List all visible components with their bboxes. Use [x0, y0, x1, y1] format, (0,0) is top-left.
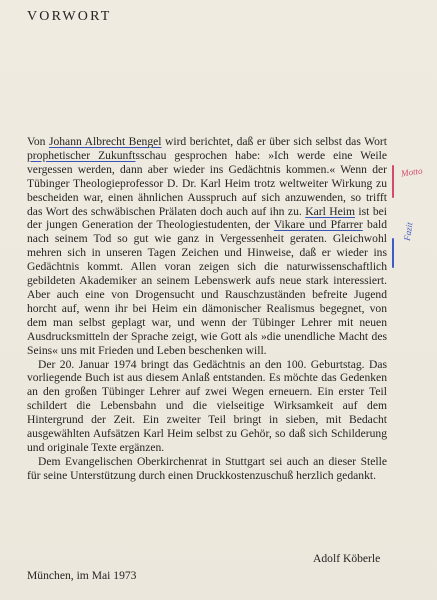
text-segment: Dem Evangelischen Oberkirchenrat in Stuttgart sei auch an dieser Stelle für seine Unterstützung durch einen Druckkostenzuschuß herzlich gedankt.	[27, 454, 387, 482]
paragraph-2	[27, 358, 387, 455]
underlined-segment: Vikare und Pfarrer	[273, 218, 363, 232]
text-segment: Von	[27, 135, 49, 148]
text-segment: ist bei der jungen Generation der Theologiestudenten, der	[27, 204, 387, 232]
page-title: VORWORT	[27, 9, 112, 24]
blue-margin-note: Fazit	[402, 221, 415, 242]
underlined-segment: Johann Albrecht Bengel	[48, 135, 162, 148]
place-date: München, im Mai 1973	[27, 569, 137, 582]
underlined-segment: Karl Heim	[305, 204, 355, 218]
text-segment: wird berichtet, daß er über sich selbst das Wort	[161, 135, 387, 148]
author-signature: Adolf Köberle	[313, 552, 381, 565]
text-segment: sschau gesprochen habe: »Ich werde eine Weile vergessen werden, dann aber wieder ins Gedächtnis kommen.« Wenn der Tübinger Theologieprofessor D. Dr. Karl Heim trotz weltweiter Wirkung zu bescheiden war, einen ähnlichen Ausspruch auf sich anzuwenden, so trifft das Wort des schwäbischen Prälaten doch auch auf ihn zu.	[27, 148, 387, 218]
paragraph-3	[27, 455, 387, 483]
underlined-segment: prophetischer Zukunft	[27, 148, 136, 162]
text-segment: bald nach seinem Tod so gut wie ganz in Vergessenheit geraten. Gleichwohl mehren sich in unseren Tagen Zeichen und Hinweise, daß er wieder ins Gedächtnis kommt. Allen voran zeigen sich die naturwissenschaftlich gebildeten Akademiker an seinem Lebenswerk aufs neue stark interessiert. Aber auch eine von Drogensucht und Rauschzuständen befreite Jugend horcht auf, wenn ihr bei Heim ein dämonischer Realismus begegnet, von dem man selbst geplagt war, und wenn der Tübinger Lehrer mit neuen Ausdrucksmitteln der Sprache zeigt, wie Gott als »die unendliche Macht des Seins« uns mit Frieden und Leben beschenken will.	[27, 218, 388, 357]
paragraph-1	[27, 135, 387, 358]
text-segment: Der 20. Januar 1974 bringt das Gedächtnis an den 100. Geburtstag. Das vorliegende Buch ist aus diesem Anlaß entstanden. Es möchte das Gedenken an den großen Tübinger Lehrer auf zwei Wegen erneuern. Ein erster Teil schildert die Lebensbahn und die vielseitige Wirksamkeit auf dem Hintergrund der Zeit. Ein zweiter Teil bringt in sieben, mit Bedacht ausgewählten Aufsätzen Karl Heim selbst zu Gehör, so daß sich Schilderung und originale Texte ergänzen.	[27, 357, 387, 454]
blue-margin-mark	[392, 238, 394, 268]
foreword-body	[27, 135, 387, 483]
red-margin-note: Motto	[400, 165, 424, 179]
red-margin-mark	[392, 165, 394, 198]
